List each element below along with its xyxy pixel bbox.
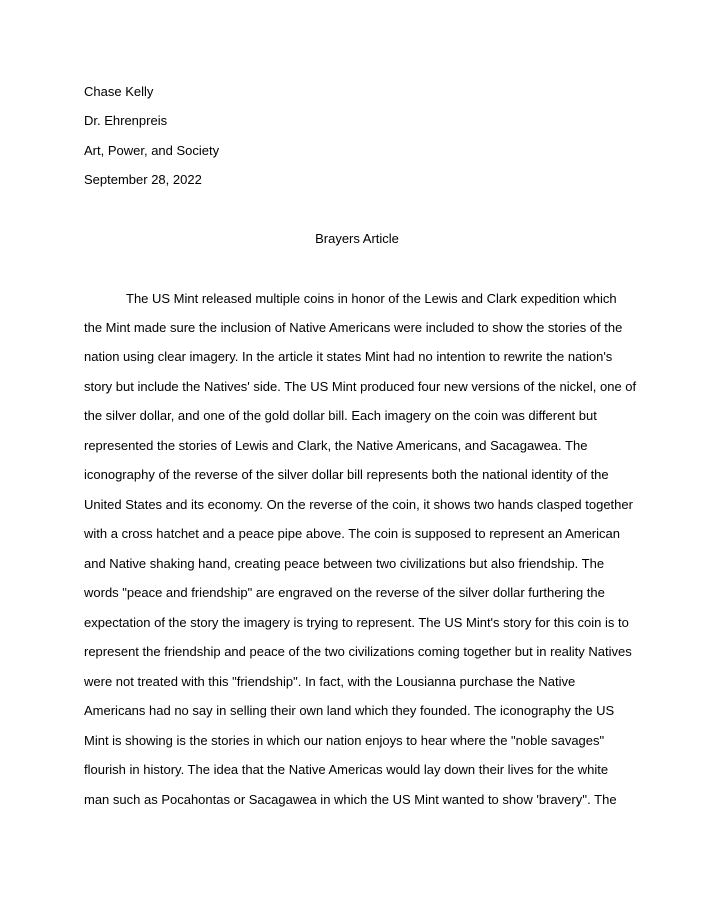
paragraph-line: words "peace and friendship" are engraved on the reverse of the silver dollar furthering the (84, 585, 605, 600)
instructor-name: Dr. Ehrenpreis (84, 113, 168, 128)
paragraph-line: story but include the Natives' side. The US Mint produced four new versions of the nickel, one of (84, 379, 637, 394)
author-name: Chase Kelly (84, 84, 154, 99)
paragraph-line: The US Mint released multiple coins in honor of the Lewis and Clark expedition which (126, 291, 617, 306)
paragraph-line: nation using clear imagery. In the article it states Mint had no intention to rewrite the nation's (84, 349, 613, 364)
paragraph-line: iconography of the reverse of the silver dollar bill represents both the national identity of the (84, 467, 609, 482)
paragraph-line: expectation of the story the imagery is trying to represent. The US Mint's story for this coin is to (84, 615, 629, 630)
paragraph-line: Americans had no say in selling their own land which they founded. The iconography the US (84, 703, 615, 718)
paragraph-line: with a cross hatchet and a peace pipe above. The coin is supposed to represent an American (84, 526, 620, 541)
paragraph-line: the Mint made sure the inclusion of Native Americans were included to show the stories of the (84, 320, 623, 335)
course-name: Art, Power, and Society (84, 143, 220, 158)
paragraph-line: flourish in history. The idea that the Native Americas would lay down their lives for the white (84, 762, 609, 777)
paragraph-line: represent the friendship and peace of the two civilizations coming together but in reality Natives (84, 644, 632, 659)
paragraph-line: United States and its economy. On the reverse of the coin, it shows two hands clasped together (84, 497, 633, 512)
paragraph-line: were not treated with this "friendship". In fact, with the Lousianna purchase the Native (84, 674, 576, 689)
paragraph-line: represented the stories of Lewis and Clark, the Native Americans, and Sacagawea. The (84, 438, 588, 453)
document-date: September 28, 2022 (84, 172, 202, 187)
document-title: Brayers Article (315, 231, 399, 246)
paragraph-line: and Native shaking hand, creating peace between two civilizations but also friendship. The (84, 556, 605, 571)
paragraph-line: the silver dollar, and one of the gold dollar bill. Each imagery on the coin was different but (84, 408, 597, 423)
paragraph-line: man such as Pocahontas or Sacagawea in which the US Mint wanted to show 'bravery''. The (84, 792, 617, 807)
paragraph-line: Mint is showing is the stories in which our nation enjoys to hear where the "noble savages" (84, 733, 605, 748)
